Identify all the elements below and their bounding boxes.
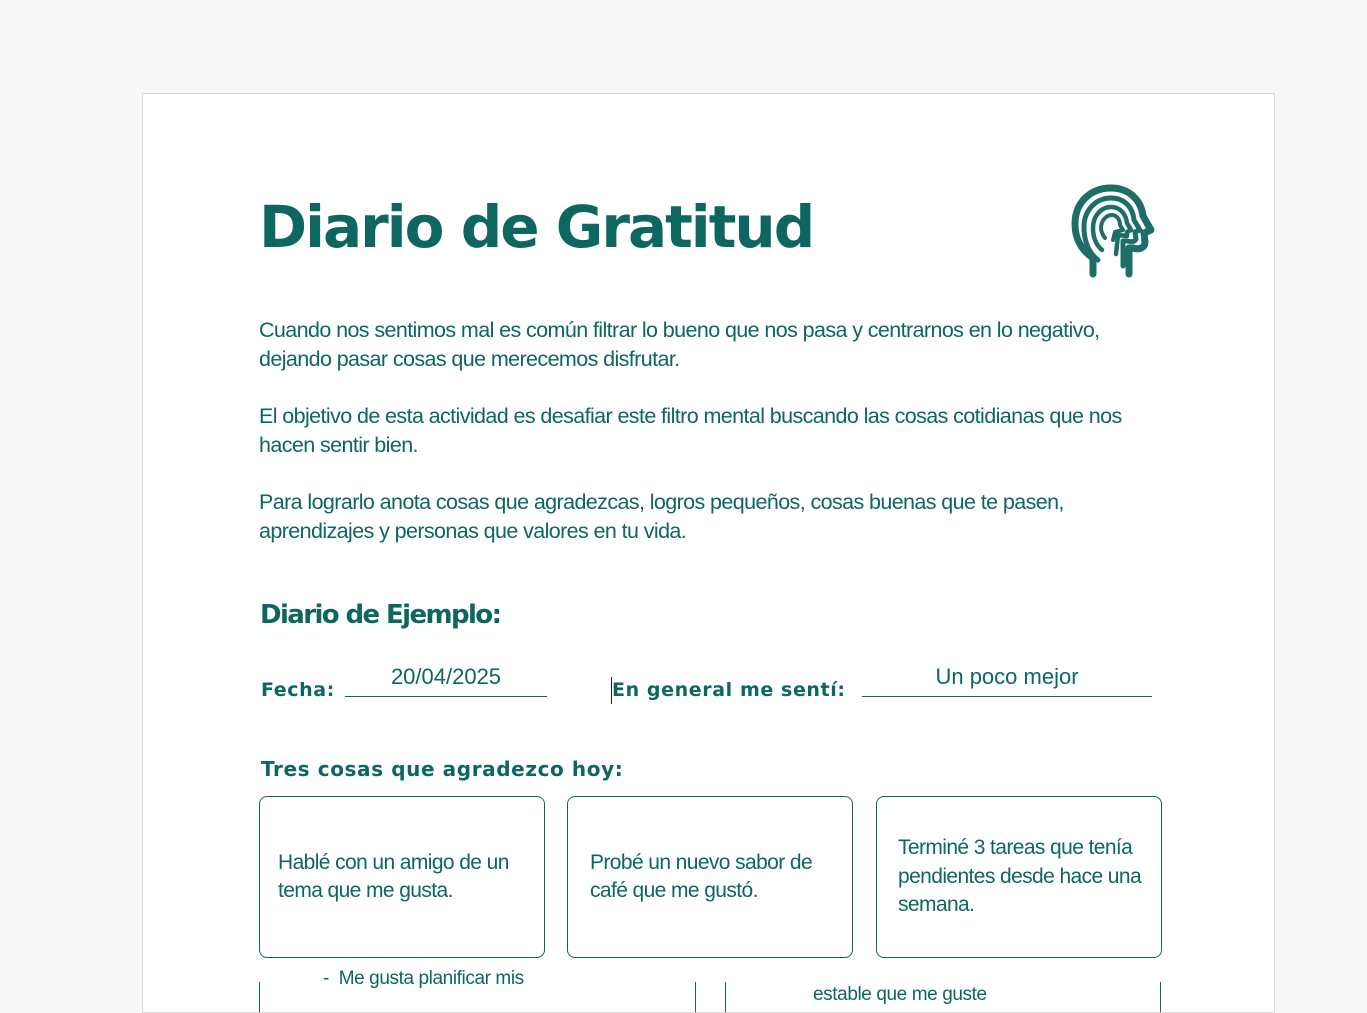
document-page bbox=[142, 93, 1275, 1013]
date-underline bbox=[345, 696, 547, 697]
list-item-text: Me gusta planificar mis bbox=[338, 968, 524, 989]
list-item-text: estable que me guste bbox=[813, 984, 987, 1005]
table-border bbox=[259, 982, 260, 1013]
date-field[interactable]: 20/04/2025 bbox=[390, 664, 502, 689]
example-section-title: Diario de Ejemplo: bbox=[260, 600, 501, 630]
gratitude-item: Hablé con un amigo de un tema que me gusta. bbox=[278, 850, 509, 902]
table-border bbox=[1160, 982, 1161, 1013]
intro-paragraph: Cuando nos sentimos mal es común filtrar lo bueno que nos pasa y centrarnos en lo negativo, dejando pasar cosas que merecemos disfrutar. bbox=[259, 318, 1100, 371]
intro-text bbox=[259, 316, 1169, 574]
gratitude-box-2[interactable] bbox=[567, 796, 853, 958]
list-item bbox=[323, 968, 524, 990]
table-border bbox=[725, 982, 726, 1013]
head-profile-icon bbox=[1071, 184, 1155, 280]
bullet-icon: - bbox=[323, 968, 339, 989]
gratitude-title: Tres cosas que agradezco hoy: bbox=[261, 757, 624, 781]
intro-paragraph: El objetivo de esta actividad es desafiar este filtro mental buscando las cosas cotidianas que nos hacen sentir bien. bbox=[259, 404, 1122, 457]
feeling-field[interactable]: Un poco mejor bbox=[935, 664, 1079, 689]
page-title: Diario de Gratitud bbox=[259, 193, 814, 261]
gratitude-box-3[interactable] bbox=[876, 796, 1162, 958]
table-border bbox=[695, 982, 696, 1013]
gratitude-item: Terminé 3 tareas que tenía pendientes desde hace una semana. bbox=[898, 836, 1142, 917]
intro-paragraph: Para lograrlo anota cosas que agradezcas, logros pequeños, cosas buenas que te pasen, aprendizajes y personas que valores en tu vida. bbox=[259, 490, 1064, 543]
feeling-underline bbox=[862, 696, 1152, 697]
date-label: Fecha: bbox=[261, 679, 335, 701]
gratitude-box-1[interactable] bbox=[259, 796, 545, 958]
gratitude-item: Probé un nuevo sabor de café que me gustó. bbox=[590, 850, 813, 902]
feeling-label: En general me sentí: bbox=[612, 679, 846, 701]
